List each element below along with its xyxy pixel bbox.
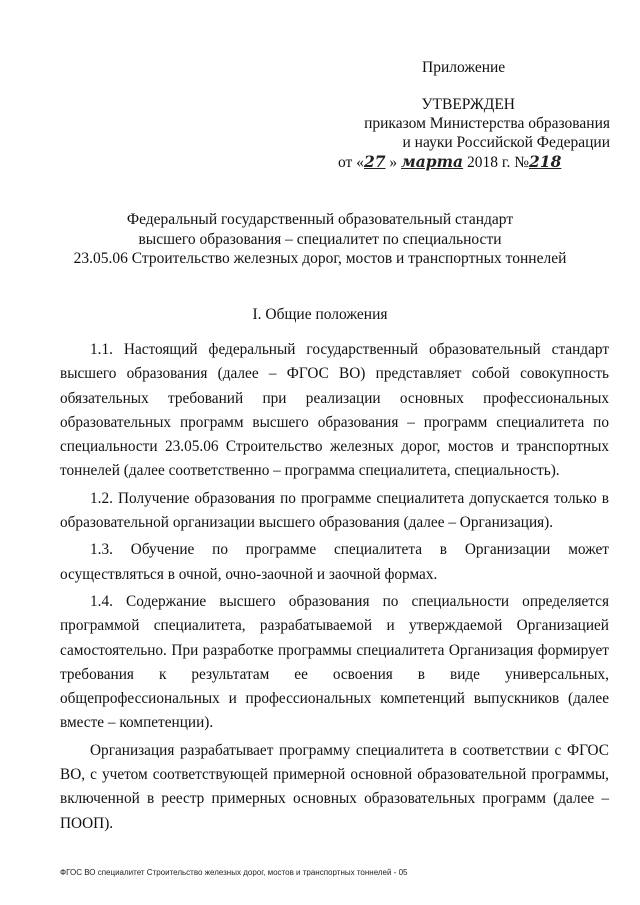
paragraph-1-2: 1.2. Получение образования по программе специалитета допускается только в образовательной организации высшего образования (далее – Организация). [60, 489, 609, 532]
section-heading: I. Общие положения [252, 306, 388, 323]
approved-label: УТВЕРЖДЕН [421, 96, 515, 113]
title-line-1: Федеральный государственный образовательный стандарт [126, 211, 514, 228]
paragraph-organization: Организация разрабатывает программу специалитета в соответствии с ФГОС ВО, с учетом соответствующей примерной основной образовательной программы, включенной в реестр примерных основных образовательных программ (далее – ПООП). [60, 741, 609, 832]
order-date-line [330, 152, 610, 172]
title-line-3: 23.05.06 Строительство железных дорог, мостов и транспортных тоннелей [73, 250, 567, 267]
title-line-2: высшего образования – специалитет по специальности [138, 230, 502, 248]
order-line-1: приказом Министерства образования [364, 115, 610, 132]
order-number-handwritten: 218 [529, 152, 562, 171]
date-prefix: от « [338, 154, 364, 171]
appendix-label: Приложение [422, 59, 506, 76]
paragraph-1-4: 1.4. Содержание высшего образования по специальности определяется программой специалитета, разрабатываемой и утверждаемой Организацией самостоятельно. При разработке программы специалитета Организация формирует требования к результатам ее освоения в виде универсальных, общепрофессиональных и профессиональных компетенций выпускников (далее вместе – компетенции). [60, 592, 609, 732]
document-body [60, 338, 609, 839]
document-title [60, 210, 580, 269]
date-year: 2018 г. № [466, 154, 529, 171]
approval-block [330, 58, 610, 172]
date-month-handwritten: марта [401, 152, 464, 171]
order-line-2: и науки Российской Федерации [402, 134, 610, 151]
date-mid: » [389, 154, 398, 171]
paragraph-1-1: 1.1. Настоящий федеральный государственный образовательный стандарт высшего образования (далее – ФГОС ВО) представляет собой совокупность обязательных требований при реализации основных профессиональных образовательных программ высшего образования – программ специалитета по специальности 23.05.06 Строительство железных дорог, мостов и транспортных тоннелей (далее соответственно – программа специалитета, специальность). [60, 341, 609, 480]
page-footer: ФГОС ВО специалитет Строительство железных дорог, мостов и транспортных тоннелей - 05 [60, 868, 408, 877]
paragraph-1-3: 1.3. Обучение по программе специалитета в Организации может осуществляться в очной, очно-заочной и заочной формах. [60, 541, 609, 583]
date-day-handwritten: 27 [363, 152, 386, 171]
